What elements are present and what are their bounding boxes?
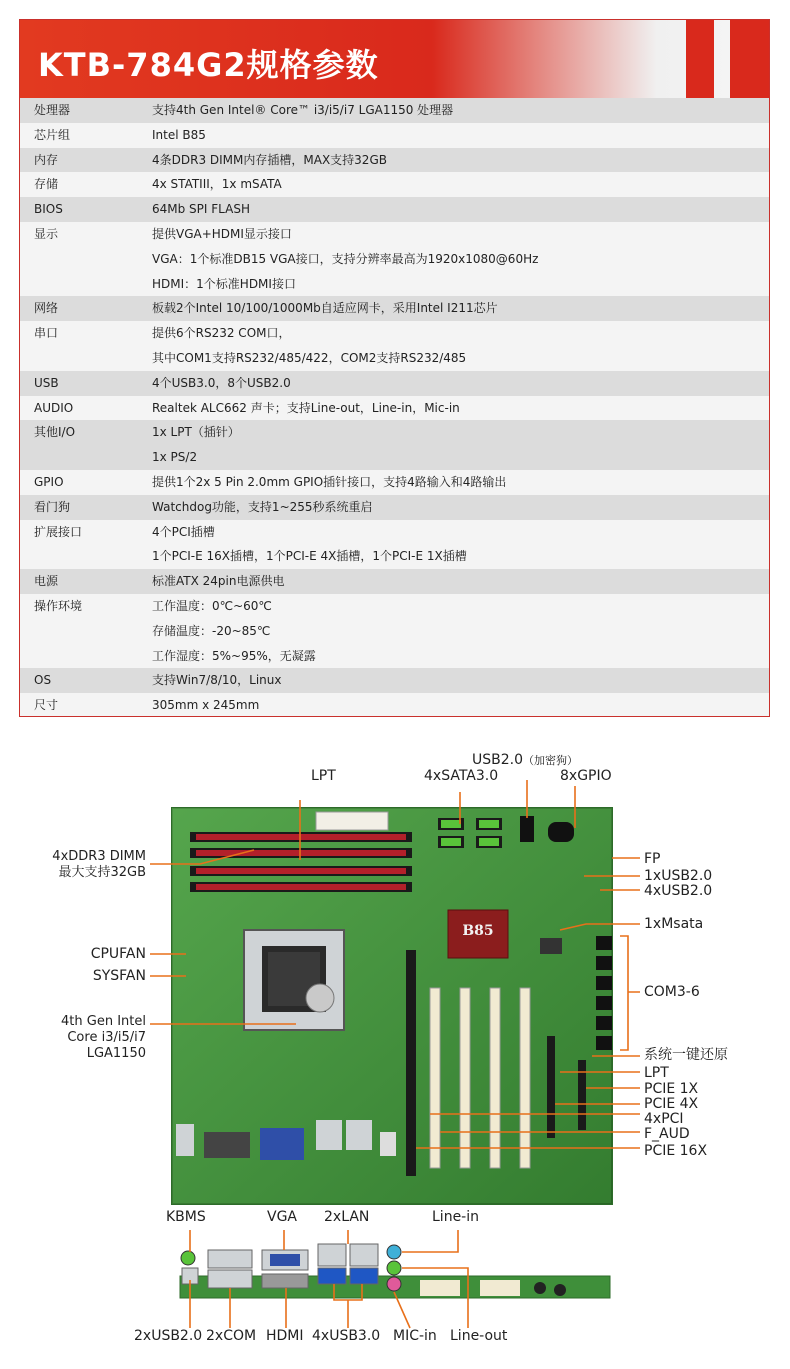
label-gpio: 8xGPIO <box>560 768 612 784</box>
banner-stripe <box>686 20 714 98</box>
usb-dongle-header <box>520 816 534 842</box>
title-banner <box>20 20 769 98</box>
spec-row <box>20 222 769 296</box>
spec-row <box>20 569 769 594</box>
spec-key: 显示 <box>34 226 59 241</box>
spec-key: 芯片组 <box>34 127 71 142</box>
spec-card <box>19 19 770 717</box>
spec-key: 网络 <box>34 301 59 316</box>
spec-value-line: 支持Win7/8/10，Linux <box>152 673 282 688</box>
spec-value-line: 其中COM1支持RS232/485/422，COM2支持RS232/485 <box>152 350 467 365</box>
spec-value-line: 4个USB3.0，8个USB2.0 <box>152 375 291 390</box>
spec-row <box>20 98 769 123</box>
spec-value <box>136 668 769 693</box>
spec-row <box>20 296 769 321</box>
pcie1x-slot <box>578 1060 586 1130</box>
label-usb20-dongle: USB2.0（加密狗） <box>472 752 579 768</box>
page-title: KTB-784G2规格参数 <box>38 46 379 84</box>
spec-value-line: 支持4th Gen Intel® Core™ i3/i5/i7 LGA1150 处理器 <box>152 103 454 117</box>
io-label-kbms: KBMS <box>166 1209 206 1225</box>
spec-value <box>136 693 769 717</box>
spec-row <box>20 495 769 520</box>
label-fp: FP <box>644 851 661 867</box>
kbms-port <box>176 1124 194 1156</box>
label-restore: 系统一键还原 <box>644 1047 728 1063</box>
com-port-board <box>204 1132 250 1158</box>
spec-value-line: Watchdog功能，支持1~255秒系统重启 <box>152 499 373 514</box>
spec-row <box>20 197 769 222</box>
banner-stripe <box>730 20 770 98</box>
spec-value-line: 标准ATX 24pin电源供电 <box>152 574 285 589</box>
io-label-vga: VGA <box>267 1209 298 1225</box>
label-usb20-4: 4xUSB2.0 <box>644 883 713 899</box>
label-cpu-2: Core i3/i5/i7 <box>67 1030 146 1045</box>
label-pcie16x: PCIE 16X <box>644 1143 708 1159</box>
spec-value-line: 64Mb SPI FLASH <box>152 202 250 217</box>
pcie4x-slot <box>547 1036 555 1138</box>
spec-key: 处理器 <box>34 103 71 117</box>
label-pci4: 4xPCI <box>644 1111 684 1127</box>
label-lpt-top: LPT <box>311 768 336 784</box>
spec-key: AUDIO <box>34 400 74 415</box>
vga-port-board <box>260 1128 304 1160</box>
label-lpt: LPT <box>644 1065 669 1081</box>
label-com: COM3-6 <box>644 984 700 1000</box>
spec-value <box>136 371 769 396</box>
io-label-hdmi: HDMI <box>266 1328 304 1344</box>
spec-value <box>136 470 769 495</box>
spec-row <box>20 396 769 421</box>
spec-value-line: 4个PCI插槽 <box>152 524 215 539</box>
spec-row <box>20 520 769 570</box>
label-pcie1x: PCIE 1X <box>644 1081 699 1097</box>
label-pcie4x: PCIE 4X <box>644 1096 699 1112</box>
spec-row <box>20 123 769 148</box>
spec-key: GPIO <box>34 474 64 489</box>
spec-value-line: 1个PCI-E 16X插槽，1个PCI-E 4X插槽，1个PCI-E 1X插槽 <box>152 549 467 564</box>
spec-value <box>136 172 769 197</box>
spec-value-line: 305mm x 245mm <box>152 698 260 713</box>
label-ddr3: 4xDDR3 DIMM <box>52 849 146 864</box>
spec-key: 内存 <box>34 152 59 167</box>
spec-value <box>136 197 769 222</box>
spec-row <box>20 693 769 717</box>
buzzer <box>548 822 574 842</box>
spec-key: 扩展接口 <box>34 524 83 539</box>
spec-value-line: Intel B85 <box>152 127 206 142</box>
spec-value-line: 提供6个RS232 COM口， <box>152 326 291 341</box>
io-label-lan: 2xLAN <box>324 1209 370 1225</box>
label-sysfan: SYSFAN <box>92 968 146 984</box>
io-panel-illustration <box>180 1244 610 1298</box>
spec-row <box>20 668 769 693</box>
spec-key: 存储 <box>34 177 59 192</box>
audio-jacks-board <box>380 1132 396 1156</box>
cmos-battery <box>306 984 334 1012</box>
spec-value <box>136 594 769 668</box>
spec-key: 操作环境 <box>34 598 83 613</box>
spec-key: 电源 <box>34 574 59 589</box>
spec-value-line: VGA：1个标准DB15 VGA接口，支持分辨率最高为1920x1080@60Hz <box>152 251 539 266</box>
pcie16x-slot <box>406 950 416 1176</box>
spec-key: 串口 <box>34 326 59 341</box>
spec-value <box>136 420 769 470</box>
spec-value <box>136 123 769 148</box>
spec-key: BIOS <box>34 202 63 217</box>
io-label-usb30: 4xUSB3.0 <box>312 1328 381 1344</box>
lan-port-board <box>316 1120 342 1150</box>
spec-key: OS <box>34 673 52 688</box>
spec-value <box>136 148 769 173</box>
label-ddr3-max: 最大支持32GB <box>58 865 146 880</box>
spec-row <box>20 321 769 371</box>
atx-connector <box>316 812 388 830</box>
io-label-linein: Line-in <box>432 1209 479 1225</box>
io-label-lineout: Line-out <box>450 1328 508 1344</box>
io-label-usb20: 2xUSB2.0 <box>134 1328 203 1344</box>
board-diagram <box>0 740 790 1369</box>
spec-value <box>136 396 769 421</box>
lan-port-board <box>346 1120 372 1150</box>
spec-value <box>136 222 769 296</box>
spec-value-line: 1x LPT（插针） <box>152 425 240 440</box>
label-cpufan: CPUFAN <box>90 946 146 962</box>
spec-value-line: 存储温度：-20~85℃ <box>152 623 271 638</box>
spec-value-line: 板载2个Intel 10/100/1000Mb自适应网卡，采用Intel I211芯片 <box>152 301 498 316</box>
spec-row <box>20 594 769 668</box>
chip-label: B85 <box>462 923 494 939</box>
spec-value-line: Realtek ALC662 声卡；支持Line-out，Line-in，Mic-in <box>152 400 460 415</box>
spec-row <box>20 420 769 470</box>
label-cpu-3: LGA1150 <box>86 1046 146 1061</box>
spec-value-line: 提供1个2x 5 Pin 2.0mm GPIO插针接口，支持4路输入和4路输出 <box>152 474 507 489</box>
spec-value <box>136 296 769 321</box>
spec-key: 尺寸 <box>34 698 59 713</box>
spec-value <box>136 98 769 123</box>
spec-row <box>20 371 769 396</box>
spec-key: USB <box>34 375 59 390</box>
label-usb20-1: 1xUSB2.0 <box>644 868 713 884</box>
label-faud: F_AUD <box>644 1126 690 1142</box>
spec-value <box>136 495 769 520</box>
spec-value-line: 工作湿度：5%~95%，无凝露 <box>152 648 316 663</box>
label-cpu-1: 4th Gen Intel <box>61 1014 146 1029</box>
spec-row <box>20 470 769 495</box>
spec-value <box>136 520 769 570</box>
spec-row <box>20 172 769 197</box>
label-sata: 4xSATA3.0 <box>424 768 499 784</box>
spec-value-line: 提供VGA+HDMI显示接口 <box>152 226 292 241</box>
spec-row <box>20 148 769 173</box>
msata-slot <box>540 938 562 954</box>
spec-value-line: 4x STATIII，1x mSATA <box>152 177 282 192</box>
io-label-com: 2xCOM <box>206 1328 257 1344</box>
spec-value-line: 4条DDR3 DIMM内存插槽，MAX支持32GB <box>152 152 387 167</box>
spec-key: 其他I/O <box>34 425 76 440</box>
spec-table <box>20 98 769 717</box>
spec-value <box>136 321 769 371</box>
spec-value-line: 工作温度：0℃~60℃ <box>152 598 272 613</box>
spec-value-line: 1x PS/2 <box>152 450 198 465</box>
io-label-micin: MIC-in <box>393 1328 437 1344</box>
label-msata: 1xMsata <box>644 916 704 932</box>
spec-key: 看门狗 <box>34 499 71 514</box>
spec-value-line: HDMI：1个标准HDMI接口 <box>152 276 296 291</box>
spec-value <box>136 569 769 594</box>
